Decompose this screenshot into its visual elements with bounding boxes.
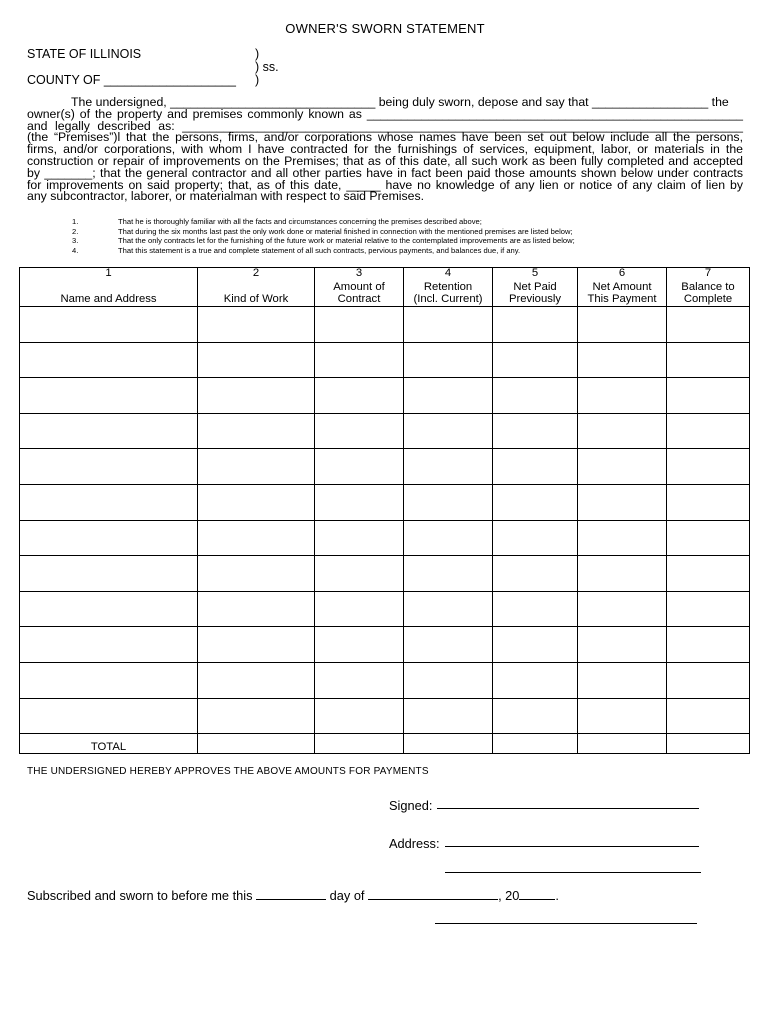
table-cell[interactable] xyxy=(578,627,667,663)
table-body xyxy=(20,307,750,734)
table-cell[interactable] xyxy=(667,520,750,556)
signed-line[interactable] xyxy=(437,808,699,809)
statement-text: That during the six months last past the only work done or material finished in connection with the mentioned premises are listed below; xyxy=(118,226,573,236)
contracts-table xyxy=(19,267,750,754)
table-cell[interactable] xyxy=(404,484,493,520)
paragraph-line: (the “Premises”)l that the persons, firms, and/or corporations whose names have been set out below include all the persons, xyxy=(27,130,743,145)
total-cell[interactable] xyxy=(198,734,315,754)
table-cell[interactable] xyxy=(578,662,667,698)
table-row xyxy=(20,342,750,378)
table-cell[interactable] xyxy=(198,413,315,449)
table-cell[interactable] xyxy=(493,556,578,592)
venue-paren-3: ) xyxy=(255,73,260,87)
table-row xyxy=(20,556,750,592)
table-cell[interactable] xyxy=(315,591,404,627)
table-cell[interactable] xyxy=(315,342,404,378)
column-number-row xyxy=(20,268,750,280)
table-cell[interactable] xyxy=(315,627,404,663)
header-net-paid: Net Paid Previously xyxy=(493,279,578,307)
signed-label: Signed: xyxy=(389,798,433,813)
table-row xyxy=(20,591,750,627)
table-row xyxy=(20,627,750,663)
table-cell[interactable] xyxy=(20,698,198,734)
sworn-text-a: Subscribed and sworn to before me this xyxy=(27,888,253,903)
table-cell[interactable] xyxy=(198,591,315,627)
total-cell[interactable] xyxy=(404,734,493,754)
table-cell[interactable] xyxy=(578,307,667,343)
table-cell[interactable] xyxy=(198,378,315,414)
table-row xyxy=(20,520,750,556)
total-row xyxy=(20,734,750,754)
sworn-text-c: , 20 xyxy=(498,888,520,903)
table-cell[interactable] xyxy=(315,413,404,449)
table-cell[interactable] xyxy=(315,378,404,414)
statement-item xyxy=(72,236,575,246)
table-row xyxy=(20,413,750,449)
header-name-address: Name and Address xyxy=(20,279,198,307)
column-number: 2 xyxy=(198,268,315,280)
column-number: 1 xyxy=(20,268,198,280)
sworn-month-field[interactable] xyxy=(368,887,498,900)
column-number: 3 xyxy=(315,268,404,280)
table-cell[interactable] xyxy=(404,627,493,663)
notary-signature-line[interactable] xyxy=(435,923,697,924)
table-row xyxy=(20,662,750,698)
total-cell[interactable] xyxy=(667,734,750,754)
header-amount-of-contract: Amount of Contract xyxy=(315,279,404,307)
sworn-statement xyxy=(27,887,559,903)
total-cell[interactable] xyxy=(578,734,667,754)
paragraph-line[interactable]: and legally described as: __________________________________________________________________________________ xyxy=(27,118,743,133)
table-cell[interactable] xyxy=(667,484,750,520)
statement-number: 2. xyxy=(72,226,79,236)
table-cell[interactable] xyxy=(315,662,404,698)
statement-text: That the only contracts let for the furnishing of the future work or material relative to the contemplated improvements are as listed below; xyxy=(118,236,575,245)
table-cell[interactable] xyxy=(404,591,493,627)
column-number: 4 xyxy=(404,268,493,280)
table-cell[interactable] xyxy=(578,449,667,485)
paragraph-line[interactable]: The undersigned, ______________________________ being duly sworn, depose and say that _________________ the xyxy=(71,95,729,109)
table-row xyxy=(20,698,750,734)
table-cell[interactable] xyxy=(404,342,493,378)
address-line-2[interactable] xyxy=(445,872,701,873)
table-cell[interactable] xyxy=(667,662,750,698)
paragraph-line: any subcontractor, laborer, or materialman with respect to said Premises. xyxy=(27,189,425,204)
numbered-statements xyxy=(72,217,575,255)
table-cell[interactable] xyxy=(667,627,750,663)
table-cell[interactable] xyxy=(404,662,493,698)
table-cell[interactable] xyxy=(493,449,578,485)
total-cell[interactable] xyxy=(493,734,578,754)
statement-text: That this statement is a true and complete statement of all such contracts, pervious payments, and balances due, if any. xyxy=(118,245,521,255)
table-cell[interactable] xyxy=(20,662,198,698)
table-cell[interactable] xyxy=(493,342,578,378)
table-row xyxy=(20,484,750,520)
table-cell[interactable] xyxy=(493,520,578,556)
paragraph-line[interactable]: owner(s) of the property and premises commonly known as _______________________________________________________ xyxy=(27,106,743,121)
table-cell[interactable] xyxy=(493,662,578,698)
address-label: Address: xyxy=(389,836,440,851)
state-label: STATE OF ILLINOIS xyxy=(27,47,142,61)
table-cell[interactable] xyxy=(315,698,404,734)
table-cell[interactable] xyxy=(493,591,578,627)
total-label: TOTAL xyxy=(20,734,198,754)
statement-item xyxy=(72,227,575,237)
table-cell[interactable] xyxy=(20,449,198,485)
table-cell[interactable] xyxy=(315,449,404,485)
table-cell[interactable] xyxy=(667,698,750,734)
header-kind-of-work: Kind of Work xyxy=(198,279,315,307)
table-cell[interactable] xyxy=(578,484,667,520)
statement-number: 3. xyxy=(72,236,79,245)
table-row xyxy=(20,378,750,414)
header-balance: Balance to Complete xyxy=(667,279,750,307)
venue-paren-1: ) xyxy=(255,47,260,61)
table-cell[interactable] xyxy=(404,378,493,414)
table-cell[interactable] xyxy=(667,342,750,378)
table-cell[interactable] xyxy=(20,591,198,627)
table-cell[interactable] xyxy=(493,484,578,520)
table-cell[interactable] xyxy=(198,662,315,698)
table-cell[interactable] xyxy=(198,556,315,592)
county-field[interactable]: COUNTY OF ___________________ xyxy=(27,73,236,87)
sworn-day-field[interactable] xyxy=(256,887,326,900)
table-cell[interactable] xyxy=(198,449,315,485)
table-cell[interactable] xyxy=(578,378,667,414)
table-row xyxy=(20,307,750,343)
document-title: OWNER'S SWORN STATEMENT xyxy=(285,21,485,36)
paragraph-line: firms, and/or corporations, with whom I have contracted for the furnishings of services, equipment, labor, or materials in the xyxy=(27,142,743,157)
statement-item xyxy=(72,246,575,256)
table-cell[interactable] xyxy=(315,556,404,592)
affidavit-paragraph xyxy=(27,97,743,203)
table-cell[interactable] xyxy=(315,307,404,343)
paragraph-line[interactable]: by _______; that the general contractor and all other parties have in fact been paid those amounts shown below under contracts xyxy=(27,165,743,180)
table-cell[interactable] xyxy=(20,520,198,556)
table-cell[interactable] xyxy=(404,449,493,485)
sworn-text-d: . xyxy=(555,888,559,903)
table-cell[interactable] xyxy=(578,413,667,449)
table-cell[interactable] xyxy=(20,342,198,378)
table-cell[interactable] xyxy=(20,307,198,343)
column-number: 5 xyxy=(493,268,578,280)
table-cell[interactable] xyxy=(493,378,578,414)
table-cell[interactable] xyxy=(404,520,493,556)
table-cell[interactable] xyxy=(315,484,404,520)
table-cell[interactable] xyxy=(578,698,667,734)
table-cell[interactable] xyxy=(493,307,578,343)
table-cell[interactable] xyxy=(315,520,404,556)
statement-number: 1. xyxy=(72,217,79,226)
table-cell[interactable] xyxy=(198,342,315,378)
table-cell[interactable] xyxy=(20,556,198,592)
table-cell[interactable] xyxy=(578,520,667,556)
table-cell[interactable] xyxy=(198,520,315,556)
sworn-text-b: day of xyxy=(329,888,365,903)
column-header-row xyxy=(20,279,750,307)
venue-ss: ) ss. xyxy=(255,60,279,74)
statement-item xyxy=(72,217,575,227)
table-cell[interactable] xyxy=(493,627,578,663)
table-cell[interactable] xyxy=(404,556,493,592)
header-net-amount: Net Amount This Payment xyxy=(578,279,667,307)
table-cell[interactable] xyxy=(667,449,750,485)
table-cell[interactable] xyxy=(404,413,493,449)
table-cell[interactable] xyxy=(667,378,750,414)
paragraph-line: construction or repair of improvements on the Premises; that as of this date, all such work as been fully completed and accepted xyxy=(27,153,743,168)
approval-statement: THE UNDERSIGNED HEREBY APPROVES THE ABOVE AMOUNTS FOR PAYMENTS xyxy=(27,766,429,777)
table-cell[interactable] xyxy=(198,627,315,663)
table-cell[interactable] xyxy=(493,698,578,734)
table-cell[interactable] xyxy=(667,307,750,343)
paragraph-line[interactable]: for improvements on said property; that, as of this date, _____ have no knowledge of any lien or notice of any claim of lien by xyxy=(27,177,743,192)
statement-number: 4. xyxy=(72,245,79,255)
table-cell[interactable] xyxy=(404,307,493,343)
table-cell[interactable] xyxy=(20,627,198,663)
table-row xyxy=(20,449,750,485)
column-number: 7 xyxy=(667,268,750,280)
header-retention: Retention (Incl. Current) xyxy=(404,279,493,307)
table-cell[interactable] xyxy=(20,378,198,414)
table-cell[interactable] xyxy=(667,556,750,592)
table-cell[interactable] xyxy=(493,413,578,449)
sworn-year-field[interactable] xyxy=(519,887,555,900)
table-cell[interactable] xyxy=(198,698,315,734)
table-cell[interactable] xyxy=(198,484,315,520)
column-number: 6 xyxy=(578,268,667,280)
table-cell[interactable] xyxy=(404,698,493,734)
table-cell[interactable] xyxy=(198,307,315,343)
table-cell[interactable] xyxy=(578,342,667,378)
table-cell[interactable] xyxy=(20,413,198,449)
table-cell[interactable] xyxy=(578,556,667,592)
table-cell[interactable] xyxy=(667,591,750,627)
table-cell[interactable] xyxy=(667,413,750,449)
address-line-1[interactable] xyxy=(445,846,699,847)
total-cell[interactable] xyxy=(315,734,404,754)
table-cell[interactable] xyxy=(20,484,198,520)
table-cell[interactable] xyxy=(578,591,667,627)
statement-text: That he is thoroughly familiar with all the facts and circumstances concerning the premises described above; xyxy=(118,217,482,226)
